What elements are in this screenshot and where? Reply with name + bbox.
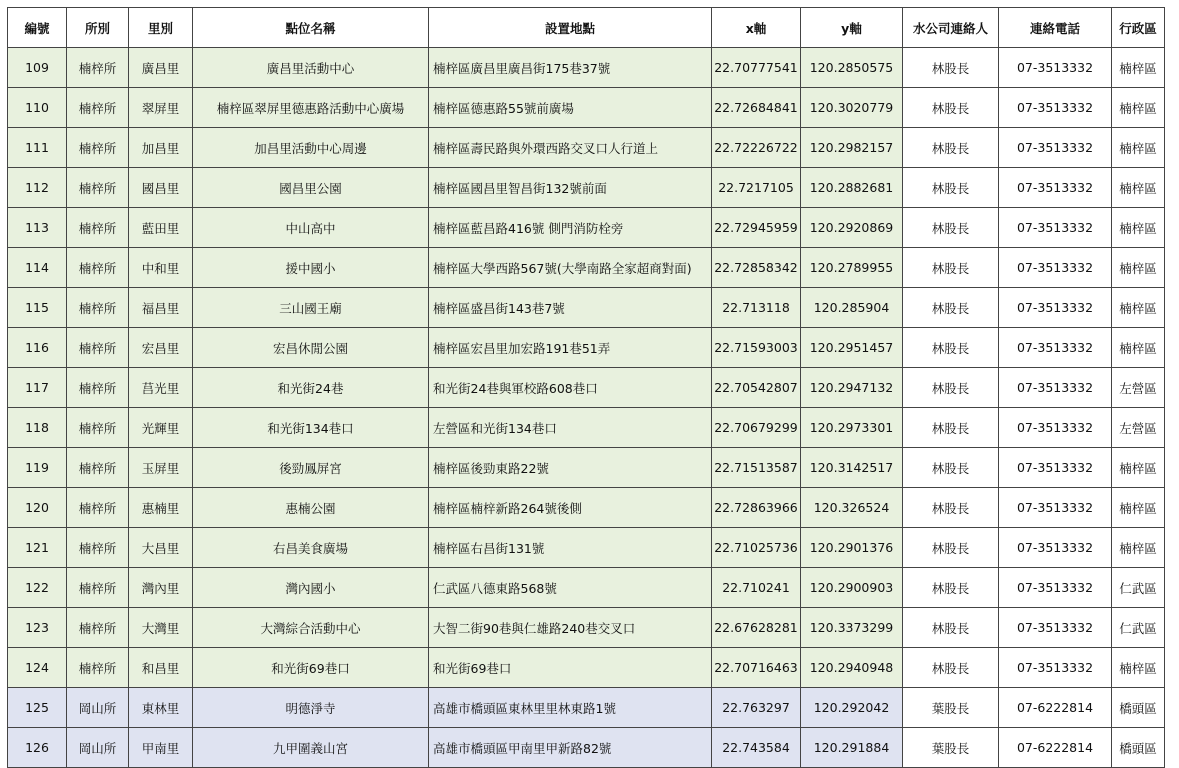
cell-address: 高雄市橋頭區東林里里林東路1號 [429,688,712,728]
cell-y: 120.2850575 [801,48,903,88]
header-address: 設置地點 [429,8,712,48]
cell-phone: 07-3513332 [999,168,1112,208]
cell-x: 22.70542807 [712,368,801,408]
cell-id: 111 [8,128,67,168]
cell-contact: 林股長 [903,48,999,88]
cell-phone: 07-3513332 [999,488,1112,528]
cell-name: 九甲圍義山宮 [193,728,429,768]
cell-id: 122 [8,568,67,608]
cell-district: 橋頭區 [1112,688,1165,728]
cell-x: 22.71513587 [712,448,801,488]
cell-district: 楠梓區 [1112,328,1165,368]
cell-village: 藍田里 [129,208,193,248]
cell-y: 120.292042 [801,688,903,728]
cell-contact: 林股長 [903,648,999,688]
cell-x: 22.70777541 [712,48,801,88]
table-row [8,288,1165,328]
header-name: 點位名稱 [193,8,429,48]
cell-office: 楠梓所 [67,168,129,208]
cell-phone: 07-3513332 [999,568,1112,608]
cell-office: 楠梓所 [67,488,129,528]
cell-address: 仁武區八德東路568號 [429,568,712,608]
cell-y: 120.2982157 [801,128,903,168]
table-row [8,608,1165,648]
cell-office: 楠梓所 [67,328,129,368]
cell-name: 和光街134巷口 [193,408,429,448]
table-body [8,48,1165,768]
cell-x: 22.71593003 [712,328,801,368]
cell-contact: 林股長 [903,568,999,608]
cell-village: 東林里 [129,688,193,728]
cell-y: 120.285904 [801,288,903,328]
cell-address: 和光街24巷與軍校路608巷口 [429,368,712,408]
cell-name: 宏昌休閒公園 [193,328,429,368]
cell-id: 126 [8,728,67,768]
cell-contact: 林股長 [903,208,999,248]
cell-contact: 葉股長 [903,688,999,728]
cell-name: 三山國王廟 [193,288,429,328]
cell-address: 左營區和光街134巷口 [429,408,712,448]
cell-phone: 07-3513332 [999,128,1112,168]
cell-y: 120.326524 [801,488,903,528]
cell-address: 楠梓區藍昌路416號 側門消防栓旁 [429,208,712,248]
cell-x: 22.72945959 [712,208,801,248]
header-row [8,8,1165,48]
cell-address: 楠梓區右昌街131號 [429,528,712,568]
cell-phone: 07-3513332 [999,528,1112,568]
cell-phone: 07-3513332 [999,288,1112,328]
cell-contact: 林股長 [903,288,999,328]
table-row [8,648,1165,688]
cell-district: 楠梓區 [1112,88,1165,128]
cell-x: 22.72226722 [712,128,801,168]
cell-district: 楠梓區 [1112,48,1165,88]
cell-name: 援中國小 [193,248,429,288]
cell-address: 楠梓區盛昌街143巷7號 [429,288,712,328]
cell-village: 大灣里 [129,608,193,648]
cell-y: 120.2789955 [801,248,903,288]
cell-id: 110 [8,88,67,128]
cell-office: 楠梓所 [67,88,129,128]
cell-y: 120.3142517 [801,448,903,488]
cell-office: 楠梓所 [67,288,129,328]
header-phone: 連絡電話 [999,8,1112,48]
cell-village: 宏昌里 [129,328,193,368]
cell-village: 灣內里 [129,568,193,608]
cell-phone: 07-3513332 [999,368,1112,408]
cell-y: 120.3020779 [801,88,903,128]
cell-id: 119 [8,448,67,488]
cell-name: 明德淨寺 [193,688,429,728]
cell-id: 116 [8,328,67,368]
cell-office: 楠梓所 [67,568,129,608]
cell-id: 112 [8,168,67,208]
cell-address: 大智二街90巷與仁雄路240巷交叉口 [429,608,712,648]
cell-phone: 07-3513332 [999,328,1112,368]
cell-district: 楠梓區 [1112,288,1165,328]
cell-y: 120.2973301 [801,408,903,448]
cell-y: 120.2920869 [801,208,903,248]
cell-contact: 林股長 [903,248,999,288]
cell-name: 楠梓區翠屏里德惠路活動中心廣場 [193,88,429,128]
header-id: 編號 [8,8,67,48]
header-office: 所別 [67,8,129,48]
table-row [8,48,1165,88]
cell-x: 22.72858342 [712,248,801,288]
cell-id: 117 [8,368,67,408]
cell-office: 楠梓所 [67,448,129,488]
cell-village: 玉屏里 [129,448,193,488]
cell-village: 惠楠里 [129,488,193,528]
cell-district: 楠梓區 [1112,448,1165,488]
cell-id: 113 [8,208,67,248]
cell-address: 楠梓區後勁東路22號 [429,448,712,488]
cell-village: 加昌里 [129,128,193,168]
cell-village: 大昌里 [129,528,193,568]
cell-y: 120.2940948 [801,648,903,688]
table-row [8,328,1165,368]
cell-contact: 林股長 [903,328,999,368]
cell-name: 和光街24巷 [193,368,429,408]
cell-address: 楠梓區廣昌里廣昌街175巷37號 [429,48,712,88]
cell-id: 120 [8,488,67,528]
cell-village: 中和里 [129,248,193,288]
table-row [8,248,1165,288]
cell-contact: 林股長 [903,608,999,648]
cell-district: 楠梓區 [1112,208,1165,248]
cell-address: 楠梓區大學西路567號(大學南路全家超商對面) [429,248,712,288]
cell-district: 楠梓區 [1112,528,1165,568]
cell-office: 岡山所 [67,728,129,768]
header-district: 行政區 [1112,8,1165,48]
cell-contact: 林股長 [903,448,999,488]
cell-y: 120.2947132 [801,368,903,408]
cell-district: 楠梓區 [1112,248,1165,288]
cell-x: 22.72863966 [712,488,801,528]
cell-y: 120.3373299 [801,608,903,648]
spreadsheet [7,7,1165,768]
header-y: y軸 [801,8,903,48]
cell-village: 國昌里 [129,168,193,208]
cell-office: 楠梓所 [67,128,129,168]
cell-district: 楠梓區 [1112,648,1165,688]
cell-id: 115 [8,288,67,328]
cell-address: 高雄市橋頭區甲南里甲新路82號 [429,728,712,768]
cell-name: 廣昌里活動中心 [193,48,429,88]
cell-phone: 07-3513332 [999,448,1112,488]
cell-x: 22.71025736 [712,528,801,568]
cell-address: 楠梓區國昌里智昌街132號前面 [429,168,712,208]
table-row [8,168,1165,208]
cell-contact: 林股長 [903,128,999,168]
header-village: 里別 [129,8,193,48]
cell-phone: 07-3513332 [999,88,1112,128]
cell-village: 莒光里 [129,368,193,408]
header-x: x軸 [712,8,801,48]
cell-contact: 葉股長 [903,728,999,768]
cell-name: 中山高中 [193,208,429,248]
table-row [8,568,1165,608]
cell-phone: 07-3513332 [999,208,1112,248]
cell-y: 120.2882681 [801,168,903,208]
cell-name: 和光街69巷口 [193,648,429,688]
cell-contact: 林股長 [903,88,999,128]
cell-office: 楠梓所 [67,208,129,248]
cell-x: 22.743584 [712,728,801,768]
cell-phone: 07-6222814 [999,728,1112,768]
cell-name: 右昌美食廣場 [193,528,429,568]
header-contact: 水公司連絡人 [903,8,999,48]
cell-address: 楠梓區德惠路55號前廣場 [429,88,712,128]
cell-office: 楠梓所 [67,48,129,88]
cell-district: 仁武區 [1112,608,1165,648]
cell-phone: 07-6222814 [999,688,1112,728]
cell-contact: 林股長 [903,408,999,448]
cell-x: 22.763297 [712,688,801,728]
cell-name: 國昌里公園 [193,168,429,208]
cell-name: 加昌里活動中心周邊 [193,128,429,168]
cell-contact: 林股長 [903,368,999,408]
cell-y: 120.2900903 [801,568,903,608]
cell-district: 左營區 [1112,368,1165,408]
cell-district: 左營區 [1112,408,1165,448]
cell-x: 22.72684841 [712,88,801,128]
cell-x: 22.70716463 [712,648,801,688]
cell-phone: 07-3513332 [999,408,1112,448]
cell-y: 120.2951457 [801,328,903,368]
table-row [8,728,1165,768]
cell-village: 廣昌里 [129,48,193,88]
table-row [8,528,1165,568]
table-row [8,448,1165,488]
cell-address: 楠梓區宏昌里加宏路191巷51弄 [429,328,712,368]
cell-x: 22.70679299 [712,408,801,448]
cell-district: 橋頭區 [1112,728,1165,768]
cell-district: 楠梓區 [1112,128,1165,168]
cell-address: 楠梓區壽民路與外環西路交叉口人行道上 [429,128,712,168]
cell-phone: 07-3513332 [999,648,1112,688]
cell-village: 甲南里 [129,728,193,768]
water-point-table [7,7,1165,768]
cell-y: 120.291884 [801,728,903,768]
cell-contact: 林股長 [903,488,999,528]
cell-id: 109 [8,48,67,88]
cell-address: 和光街69巷口 [429,648,712,688]
cell-x: 22.710241 [712,568,801,608]
cell-name: 後勁鳳屏宮 [193,448,429,488]
cell-name: 大灣綜合活動中心 [193,608,429,648]
cell-district: 仁武區 [1112,568,1165,608]
cell-phone: 07-3513332 [999,248,1112,288]
cell-office: 楠梓所 [67,248,129,288]
table-row [8,88,1165,128]
cell-id: 121 [8,528,67,568]
cell-office: 楠梓所 [67,648,129,688]
cell-district: 楠梓區 [1112,488,1165,528]
cell-contact: 林股長 [903,168,999,208]
cell-y: 120.2901376 [801,528,903,568]
cell-phone: 07-3513332 [999,608,1112,648]
cell-contact: 林股長 [903,528,999,568]
table-row [8,208,1165,248]
cell-office: 楠梓所 [67,368,129,408]
cell-office: 楠梓所 [67,408,129,448]
cell-name: 惠楠公園 [193,488,429,528]
cell-village: 光輝里 [129,408,193,448]
cell-x: 22.67628281 [712,608,801,648]
cell-id: 118 [8,408,67,448]
cell-address: 楠梓區楠梓新路264號後側 [429,488,712,528]
cell-village: 和昌里 [129,648,193,688]
cell-id: 125 [8,688,67,728]
cell-office: 楠梓所 [67,528,129,568]
table-row [8,408,1165,448]
cell-id: 114 [8,248,67,288]
cell-name: 灣內國小 [193,568,429,608]
table-row [8,368,1165,408]
cell-district: 楠梓區 [1112,168,1165,208]
table-row [8,488,1165,528]
cell-id: 123 [8,608,67,648]
cell-phone: 07-3513332 [999,48,1112,88]
cell-village: 福昌里 [129,288,193,328]
cell-office: 楠梓所 [67,608,129,648]
cell-village: 翠屏里 [129,88,193,128]
table-row [8,688,1165,728]
cell-x: 22.713118 [712,288,801,328]
cell-x: 22.7217105 [712,168,801,208]
table-row [8,128,1165,168]
cell-office: 岡山所 [67,688,129,728]
cell-id: 124 [8,648,67,688]
